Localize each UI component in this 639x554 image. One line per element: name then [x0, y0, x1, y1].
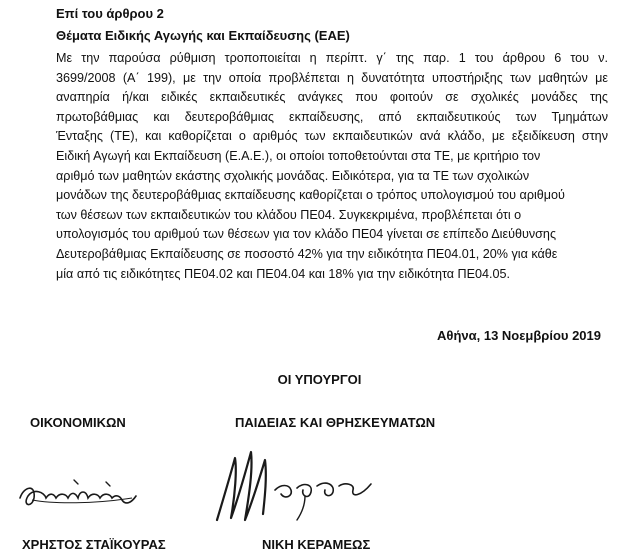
- handwritten-signature-icon: [14, 468, 144, 518]
- body-line: Ένταξης (ΤΕ), και καθορίζεται ο αριθμός των εκπαιδευτικών ανά κλάδο, με εξειδίκευση στην: [56, 129, 608, 144]
- body-line: 3699/2008 (Α΄ 199), με την οποία προβλέπεται η δυνατότητα υποστήριξης των μαθητών με: [56, 70, 608, 85]
- article-body: [56, 49, 608, 284]
- body-line: Με την παρούσα ρύθμιση τροποποιείται η περίπτ. γ΄ της παρ. 1 του άρθρου 6 του ν.: [56, 51, 608, 65]
- body-line: αριθμό των μαθητών εκάστης σχολικής μονάδας. Ειδικότερα, για τα ΤΕ των σχολικών: [56, 168, 530, 183]
- handwritten-signature-icon: [205, 440, 385, 530]
- signatory-name-education: ΝΙΚΗ ΚΕΡΑΜΕΩΣ: [262, 537, 371, 552]
- date-line: Αθήνα, 13 Νοεμβρίου 2019: [437, 328, 601, 343]
- ministers-heading: ΟΙ ΥΠΟΥΡΓΟΙ: [277, 372, 362, 387]
- body-line: Ειδική Αγωγή και Εκπαίδευση (Ε.Α.Ε.), οι οποίοι τοποθετούνται στα ΤΕ, με κριτήριο τον: [56, 148, 541, 163]
- ministry-finance-title: ΟΙΚΟΝΟΜΙΚΩΝ: [30, 415, 126, 430]
- body-line: αναπηρία ή/και ειδικές εκπαιδευτικές ανάγκες που φοιτούν σε σχολικές μονάδες της: [56, 90, 608, 105]
- body-line: πρωτοβάθμιας και δευτεροβάθμιας εκπαίδευσης, από εκπαιδευτικούς των Τμημάτων: [56, 109, 608, 124]
- body-line: Δευτεροβάθμιας Εκπαίδευσης σε ποσοστό 42% για την ειδικότητα ΠΕ04.01, 20% για κάθε: [56, 246, 558, 261]
- article-subtitle: Θέματα Ειδικής Αγωγής και Εκπαίδευσης (ΕΑΕ): [56, 28, 350, 43]
- body-line: των θέσεων των εκπαιδευτικών του κλάδου ΠΕ04. Συγκεκριμένα, προβλέπεται ότι ο: [56, 207, 522, 222]
- body-line: υπολογισμός του αριθμού των θέσεων για τον κλάδο ΠΕ04 γίνεται σε επίπεδο Διεύθυνσης: [56, 227, 557, 242]
- body-line: μία από τις ειδικότητες ΠΕ04.02 και ΠΕ04.04 και 18% για την ειδικότητα ΠΕ04.05.: [56, 266, 511, 281]
- signatory-name-finance: ΧΡΗΣΤΟΣ ΣΤΑΪΚΟΥΡΑΣ: [22, 537, 166, 552]
- body-line: μονάδων της δευτεροβάθμιας εκπαίδευσης καθορίζεται ο τρόπος υπολογισμού του αριθμού: [56, 188, 565, 203]
- ministry-education-title: ΠΑΙΔΕΙΑΣ ΚΑΙ ΘΡΗΣΚΕΥΜΑΤΩΝ: [235, 415, 436, 430]
- article-title: Επί του άρθρου 2: [56, 6, 164, 21]
